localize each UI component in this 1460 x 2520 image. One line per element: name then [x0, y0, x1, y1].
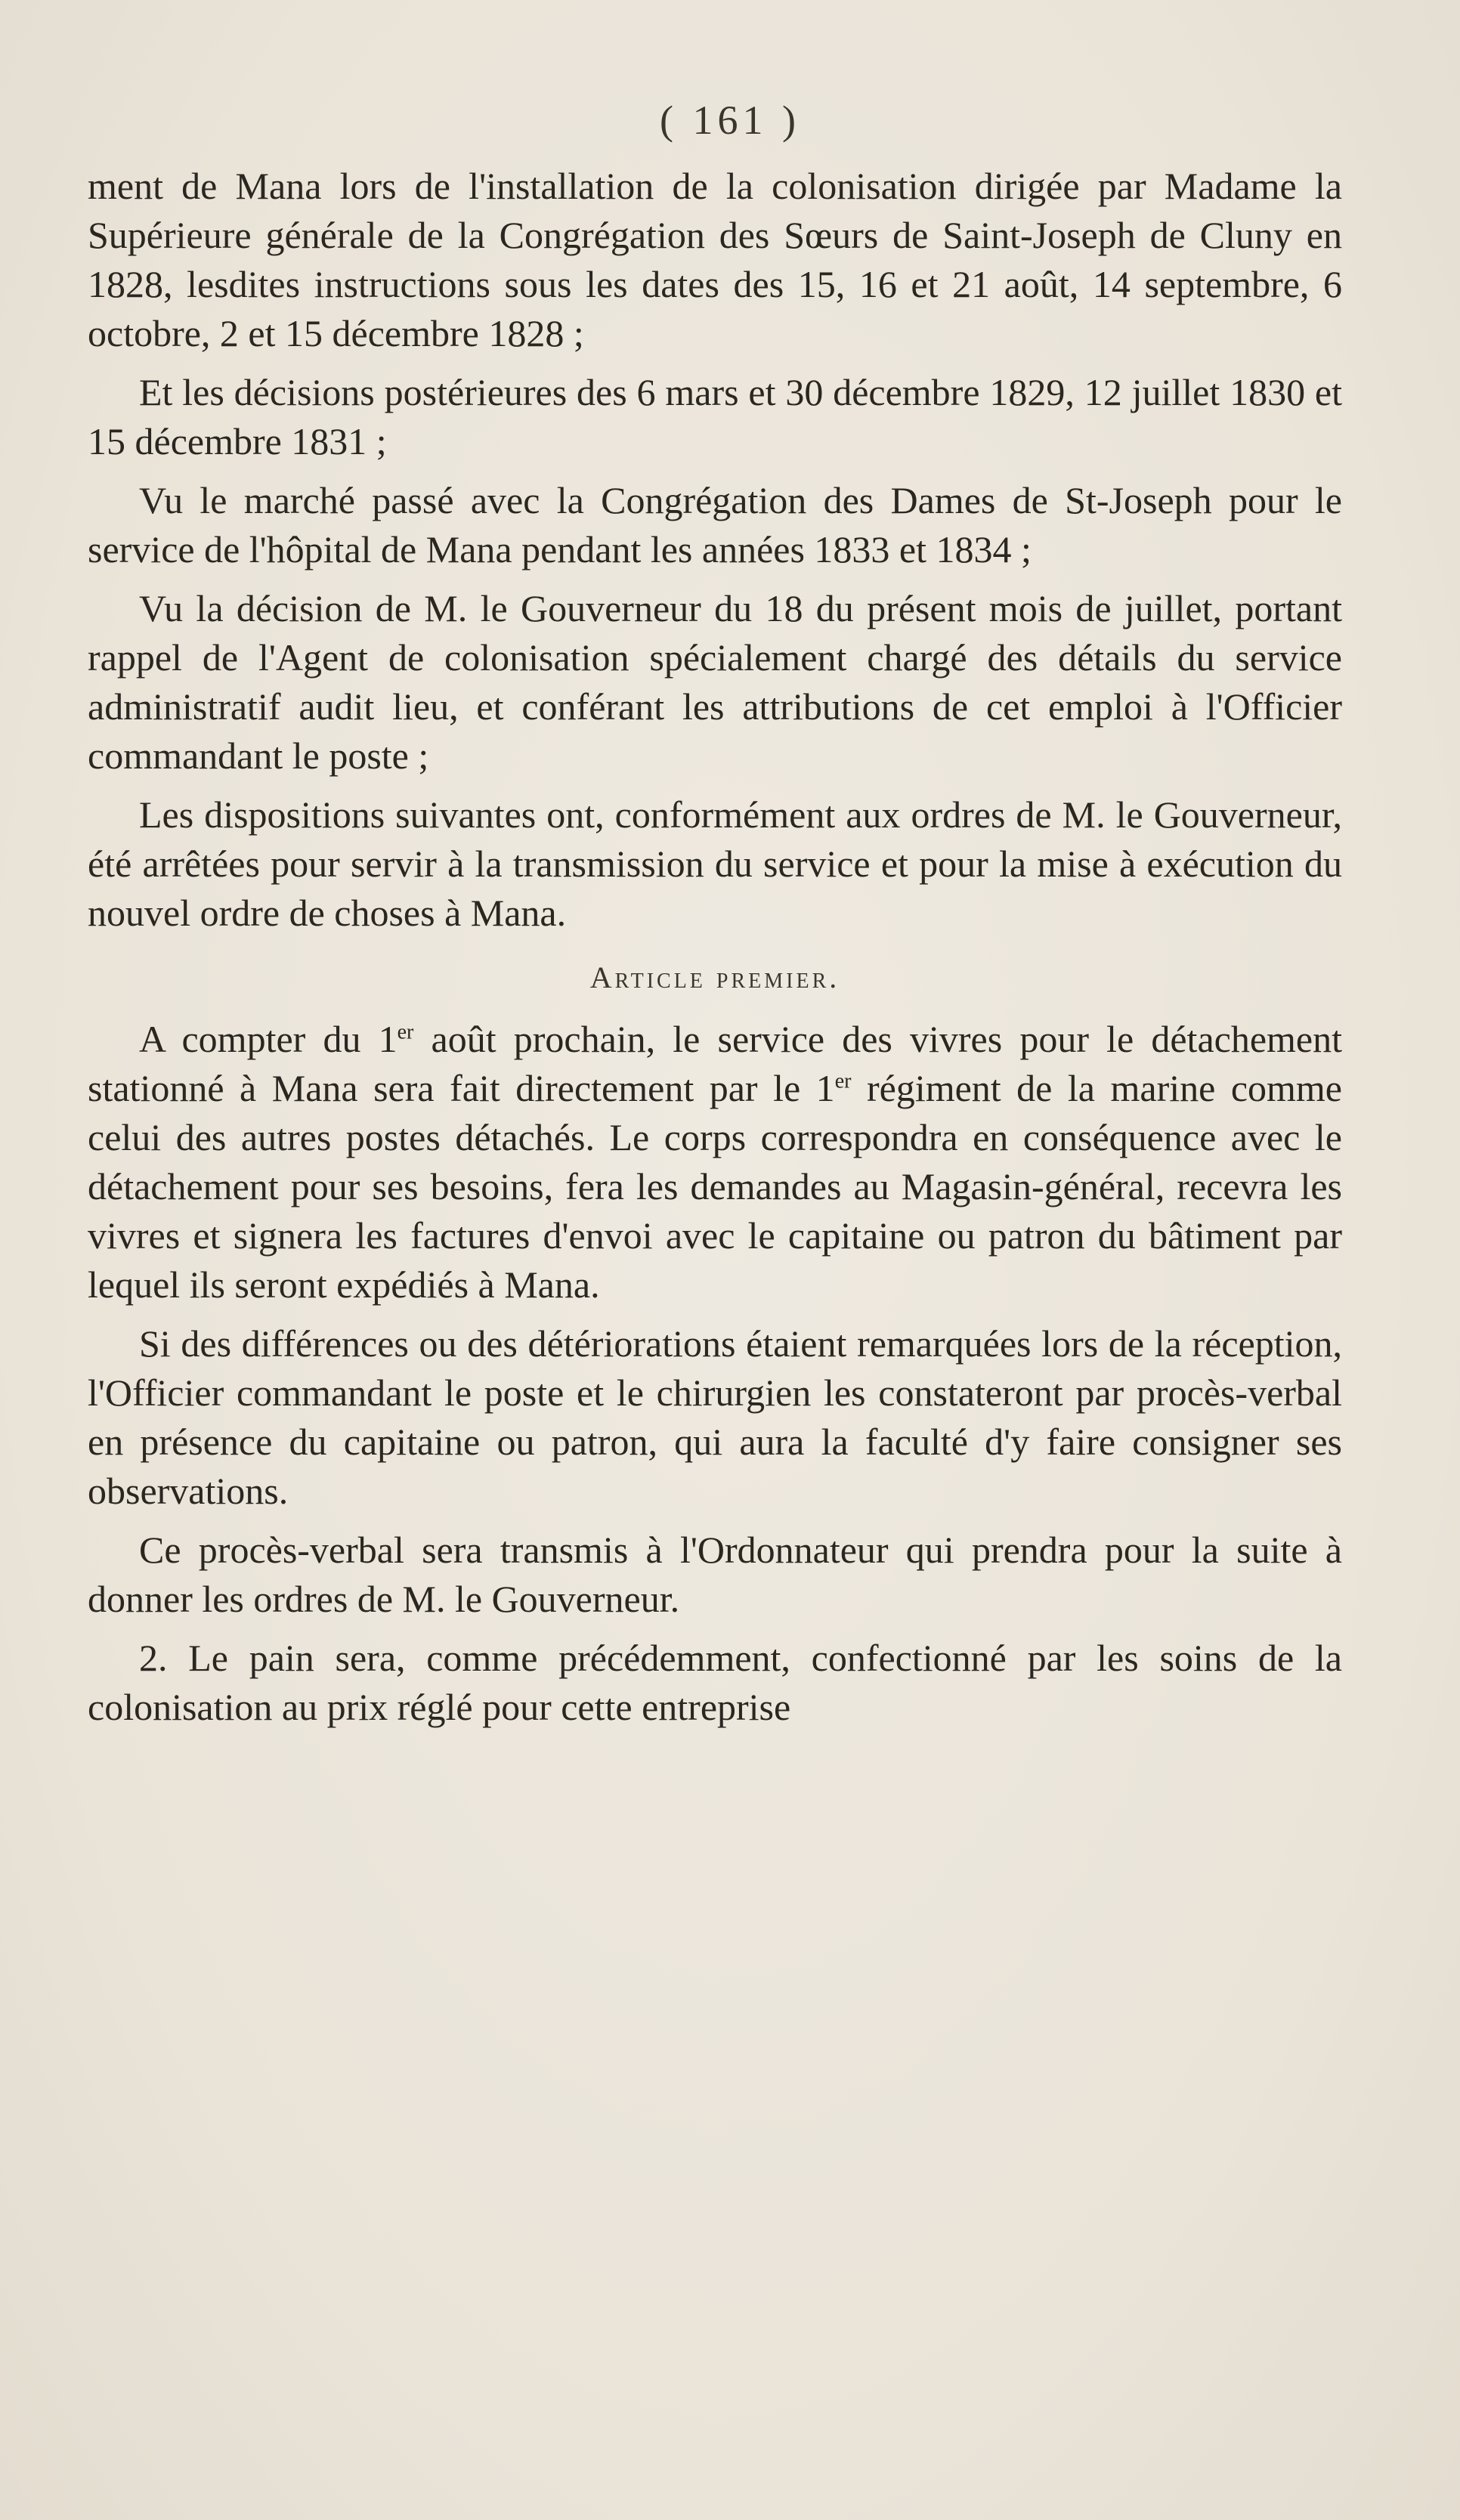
text-run: A compter du 1	[139, 1018, 397, 1060]
ordinal-suffix: er	[834, 1069, 852, 1093]
text-run: août prochain, le service des vivres pour le détachement stationné à Mana sera fait directement par le 1	[88, 1018, 1342, 1109]
paragraph: Ce procès-verbal sera transmis à l'Ordonnateur qui prendra pour la suite à donner les ordres de M. le Gouverneur.	[88, 1529, 1342, 1620]
paragraph: Vu la décision de M. le Gouverneur du 18 du présent mois de juillet, portant rappel de l'Agent de colonisation spécialement chargé des détails du service administratif audit lieu, et conférant les attributions de cet emploi à l'Officier commandant le poste ;	[88, 587, 1342, 777]
body-text	[88, 162, 1342, 1732]
article-heading: Article premier.	[589, 960, 840, 994]
paragraph: Les dispositions suivantes ont, conformément aux ordres de M. le Gouverneur, été arrêtées pour servir à la transmission du service et pour la mise à exécution du nouvel ordre de choses à Mana.	[88, 793, 1342, 934]
paragraph: Vu le marché passé avec la Congrégation des Dames de St-Joseph pour le service de l'hôpital de Mana pendant les années 1833 et 1834 ;	[88, 479, 1342, 570]
paragraph: Si des différences ou des détériorations étaient remarquées lors de la réception, l'Officier commandant le poste et le chirurgien les constateront par procès-verbal en présence du capitaine ou patron, qui aura la faculté d'y faire consigner ses observations.	[88, 1322, 1342, 1512]
paragraph	[88, 1015, 1342, 1309]
paragraph: Et les décisions postérieures des 6 mars et 30 décembre 1829, 12 juillet 1830 et 15 décembre 1831 ;	[88, 371, 1342, 462]
ordinal-suffix: er	[397, 1020, 414, 1044]
text-run: régiment de la marine comme celui des autres postes détachés. Le corps correspondra en conséquence avec le détachement pour ses besoins, fera les demandes au Magasin-général, recevra les vivres et signera les factures d'envoi avec le capitaine ou patron du bâtiment par lequel ils seront expédiés à Mana.	[88, 1067, 1342, 1306]
paragraph: 2. Le pain sera, comme précédemment, confectionné par les soins de la colonisation au prix réglé pour cette entreprise	[88, 1637, 1342, 1728]
paragraph: ment de Mana lors de l'installation de la colonisation dirigée par Madame la Supérieure générale de la Congrégation des Sœurs de Saint-Joseph de Cluny en 1828, lesdites instructions sous les dates des 15, 16 et 21 août, 14 septembre, 6 octobre, 2 et 15 décembre 1828 ;	[88, 165, 1342, 354]
page-number: ( 161 )	[660, 97, 800, 143]
